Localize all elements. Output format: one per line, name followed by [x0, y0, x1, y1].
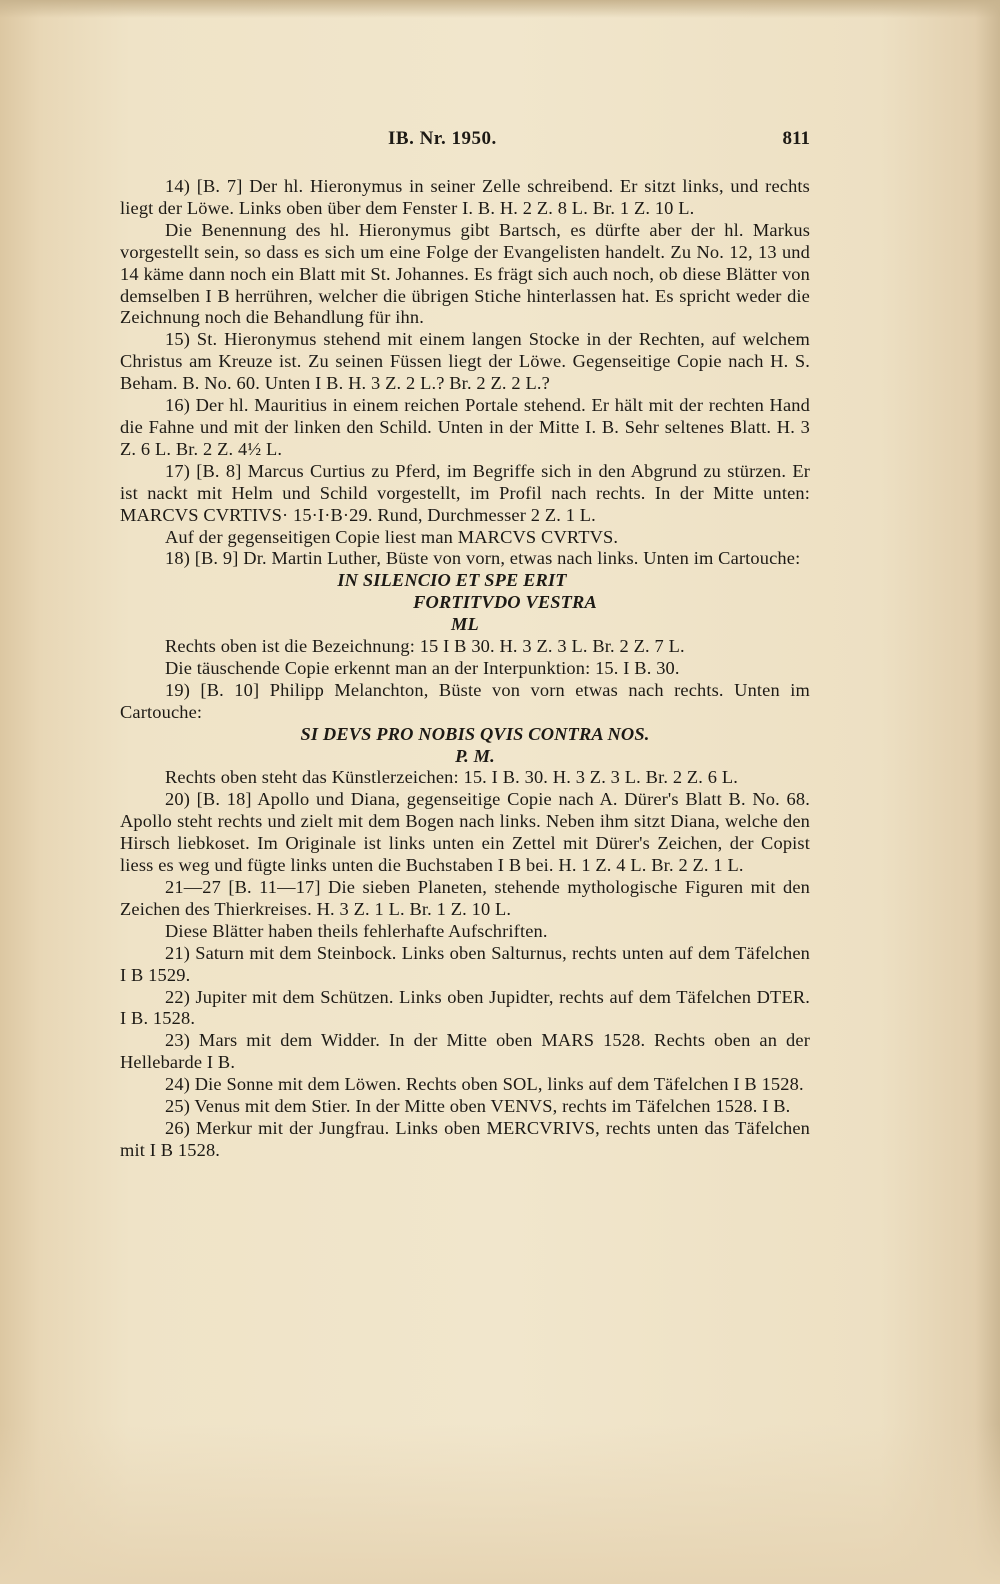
- entry-18-copy-note: Die täuschende Copie erkennt man an der Interpunktion: 15. I B. 30.: [165, 657, 680, 678]
- entry-14: 14) [B. 7] Der hl. Hieronymus in seiner Zelle schreibend. Er sitzt links, und rechts liegt der Löwe. Links oben über dem Fenster I. B. H. 2 Z. 8 L. Br. 1 Z. 10 L.: [120, 176, 810, 218]
- entry-19: 19) [B. 10] Philipp Melanchton, Büste von vorn etwas nach rechts. Unten im Cartouche:: [120, 679, 810, 722]
- entry-23: 23) Mars mit dem Widder. In der Mitte oben MARS 1528. Rechts oben an der Hellebarde I B.: [120, 1030, 810, 1073]
- page-edge-shadow: [0, 0, 1000, 18]
- entry-14-note: Die Benennung des hl. Hieronymus gibt Bartsch, es dürfte aber der hl. Markus vorgestellt sein, so dass es sich um eine Folge der Evangelisten handelt. Zu No. 12, 13 und 14 käme dann noch ein Blatt mit St. Johannes. Es frägt sich auch noch, ob diese Blätter von demselben I B herrühren, welcher die übrigen Stiche hinterlassen hat. Es spricht weder die Zeichnung noch die Behandlung für ihn.: [120, 219, 810, 328]
- entry-26: 26) Merkur mit der Jungfrau. Links oben MERCVRIVS, rechts unten das Täfelchen mit I B 1528.: [120, 1117, 810, 1160]
- entry-20: 20) [B. 18] Apollo und Diana, gegenseitige Copie nach A. Dürer's Blatt B. No. 68. Apollo steht rechts und zielt mit dem Bogen nach links. Neben ihm sitzt Diana, welche den Hirsch liebkoset. Im Originale ist links unten ein Zettel mit Dürer's Zeichen, der Copist liess es weg und fügte links unten die Buchstaben I B bei. H. 1 Z. 4 L. Br. 2 Z. 1 L.: [120, 789, 810, 876]
- running-head: IB. Nr. 1950.: [388, 128, 497, 149]
- entry-18-mark: Rechts oben ist die Bezeichnung: 15 I B 30. H. 3 Z. 3 L. Br. 2 Z. 7 L.: [165, 636, 685, 657]
- entry-21: 21) Saturn mit dem Steinbock. Links oben Salturnus, rechts unten auf dem Täfelchen I B 1529.: [120, 942, 810, 985]
- page-number: 811: [782, 128, 810, 149]
- page-bottom-tint: [0, 1424, 1000, 1584]
- inscription-line: FORTITVDO VESTRA: [413, 592, 597, 613]
- entry-22: 22) Jupiter mit dem Schützen. Links oben Jupidter, rechts auf dem Täfelchen DTER. I B. 1528.: [120, 986, 810, 1029]
- entry-17-copy-note: Auf der gegenseitigen Copie liest man MARCVS CVRTVS.: [165, 526, 619, 547]
- body-text: [120, 176, 810, 1162]
- entry-17: 17) [B. 8] Marcus Curtius zu Pferd, im Begriffe sich in den Abgrund zu stürzen. Er ist nackt mit Helm und Schild vorgestellt, im Profil nach rechts. In der Mitte unten: MARCVS CVRTIVS· 15·I·B·29. Rund, Durchmesser 2 Z. 1 L.: [120, 460, 810, 525]
- page-header: [120, 128, 810, 158]
- entry-25: 25) Venus mit dem Stier. In der Mitte oben VENVS, rechts im Täfelchen 1528. I B.: [165, 1096, 791, 1117]
- inscription-monogram: ML: [451, 614, 479, 635]
- entry-24: 24) Die Sonne mit dem Löwen. Rechts oben SOL, links auf dem Täfelchen I B 1528.: [165, 1074, 804, 1095]
- entry-16: 16) Der hl. Mauritius in einem reichen Portale stehend. Er hält mit der rechten Hand die Fahne und mit der linken den Schild. Unten in der Mitte I. B. Sehr seltenes Blatt. H. 3 Z. 6 L. Br. 2 Z. 4½ L.: [120, 395, 810, 459]
- entry-18: 18) [B. 9] Dr. Martin Luther, Büste von vorn, etwas nach links. Unten im Cartouche:: [165, 548, 801, 569]
- entry-21-27: 21—27 [B. 11—17] Die sieben Planeten, stehende mythologische Figuren mit den Zeichen des Thierkreises. H. 3 Z. 1 L. Br. 1 Z. 10 L.: [120, 877, 810, 919]
- entry-15: 15) St. Hieronymus stehend mit einem langen Stocke in der Rechten, auf welchem Christus am Kreuze ist. Zu seinen Füssen liegt der Löwe. Gegenseitige Copie nach H. S. Beham. B. No. 60. Unten I B. H. 3 Z. 2 L.? Br. 2 Z. 2 L.?: [120, 329, 810, 394]
- inscription-line: SI DEVS PRO NOBIS QVIS CONTRA NOS.: [300, 723, 650, 744]
- inscription-monogram: P. M.: [455, 745, 495, 766]
- inscription-line: IN SILENCIO ET SPE ERIT: [337, 570, 567, 591]
- entry-21-27-note: Diese Blätter haben theils fehlerhafte Aufschriften.: [165, 920, 548, 941]
- entry-19-mark: Rechts oben steht das Künstlerzeichen: 15. I B. 30. H. 3 Z. 3 L. Br. 2 Z. 6 L.: [165, 767, 739, 788]
